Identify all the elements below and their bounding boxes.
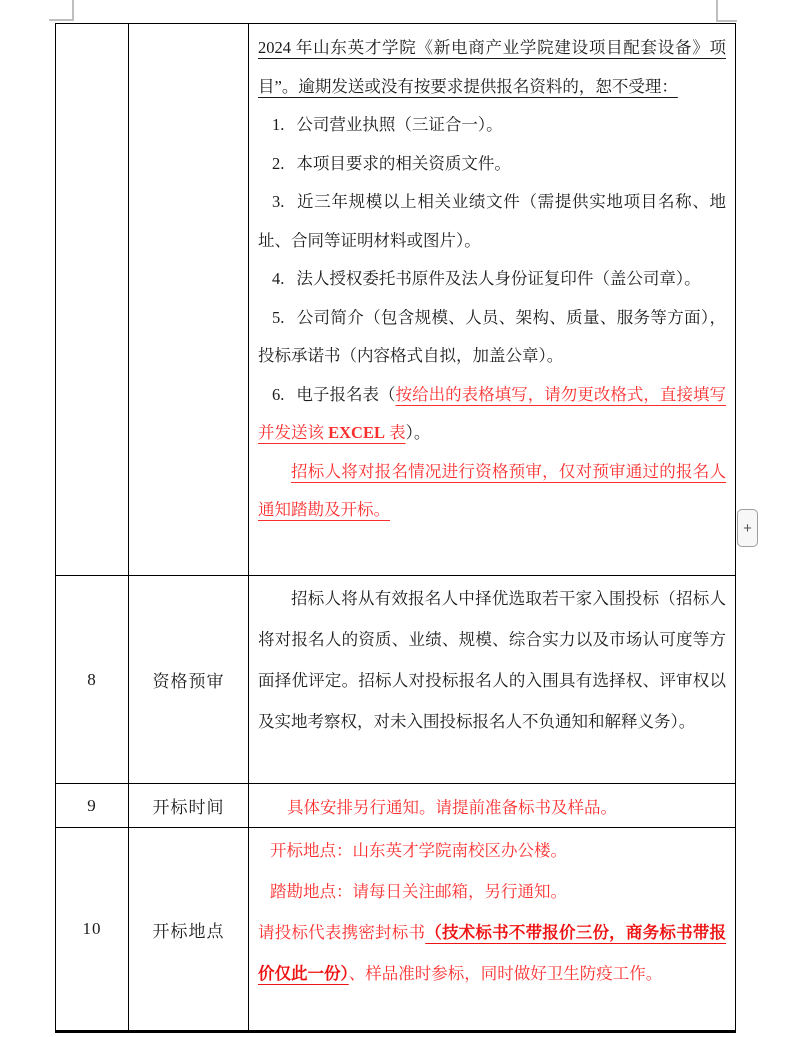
sealed-bid-emphasis: （技术标书不带报价三份，商务标书带报价仅此一份） [258, 923, 727, 983]
list-item-text: 公司营业执照（三证合一）。 [296, 115, 503, 134]
list-item-text: 电子报名表（ [296, 384, 396, 404]
plus-icon: + [743, 519, 752, 537]
list-item-6 [258, 376, 726, 453]
notice-paragraph-text: 2024 年山东英才学院《新电商产业学院建设项目配套设备》项目”。逾期发送或没有按要求提供报名资料的，恕不受理： [258, 38, 726, 96]
expand-plus-button[interactable] [737, 509, 758, 547]
bid-opening-time-cell [249, 784, 735, 828]
registration-notice-cell [249, 24, 735, 576]
row8-number-cell [56, 576, 129, 784]
list-item-5 [258, 299, 726, 376]
row-number: 9 [87, 795, 97, 815]
row9-label-cell [129, 784, 249, 828]
page-margin-mark-top-left [49, 0, 74, 21]
list-item-number: 6. [272, 384, 285, 404]
opening-location-text: 开标地点：山东英才学院南校区办公楼。 [270, 841, 567, 860]
row7-number-cell [56, 24, 129, 576]
opening-location-line [258, 830, 726, 871]
row9-number-cell [56, 784, 129, 828]
list-item-number: 1. [272, 115, 285, 134]
row10-label-cell [129, 828, 249, 1030]
list-item-number: 4. [272, 269, 285, 288]
row-label: 开标地点 [152, 921, 225, 941]
list-item-number: 2. [272, 153, 285, 173]
list-item-3 [258, 183, 726, 260]
list-item-number: 5. [272, 307, 285, 327]
list-item-text: 法人授权委托书原件及法人身份证复印件（盖公司章）。 [296, 269, 701, 288]
excel-form-instruction: 按给出的表格填写，请勿更改格式，直接填写并发送该 [258, 384, 727, 442]
qualification-review-text: 招标人将从有效报名人中择优选取若干家入围投标（招标人将对报名人的资质、业绩、规模、综合实力以及市场认可度等方面择优评定。招标人对投标报名人的入围具有选择权、评审权以及实地考察权，对未入围投标报名人不负通知和解释义务）。 [258, 589, 726, 731]
excel-form-instruction-tail: 表 [384, 423, 406, 442]
row7-label-cell [129, 24, 249, 576]
row8-label-cell [129, 576, 249, 784]
qualification-review-cell [249, 576, 735, 784]
list-item-text: 近三年规模以上相关业绩文件（需提供实地项目名称、地址、合同等证明材料或图片）。 [258, 192, 726, 250]
page-margin-mark-top-right [716, 0, 737, 22]
row-label: 开标时间 [152, 798, 225, 817]
list-item-4 [258, 260, 726, 299]
site-survey-line [258, 871, 726, 912]
list-item-text: 公司简介（包含规模、人员、架构、质量、服务等方面），投标承诺书（内容格式自拟，加盖公章）。 [258, 307, 726, 365]
site-survey-text: 踏勘地点：请每日关注邮箱，另行通知。 [270, 882, 567, 901]
list-item-number: 3. [272, 192, 285, 211]
excel-word: EXCEL [328, 423, 385, 442]
prequalification-note [258, 453, 726, 530]
sealed-bid-suffix: 、样品准时参标，同时做好卫生防疫工作。 [348, 964, 663, 983]
sealed-bid-prefix: 请投标代表携密封标书 [258, 923, 426, 942]
row-label: 资格预审 [152, 672, 225, 691]
list-item-1 [258, 106, 726, 145]
list-item-text: 本项目要求的相关资质文件。 [296, 153, 511, 173]
list-item-2 [258, 145, 726, 184]
bid-opening-location-cell [249, 828, 735, 1030]
tender-notice-table [55, 23, 736, 1033]
sealed-bid-line [258, 912, 726, 994]
bid-opening-time-text: 具体安排另行通知。请提前准备标书及样品。 [287, 797, 617, 817]
row10-number-cell [56, 828, 129, 1030]
row-number: 8 [87, 669, 97, 689]
row-number: 10 [82, 919, 102, 938]
list-item-text-close: ）。 [405, 423, 431, 442]
prequalification-note-text: 招标人将对报名情况进行资格预审，仅对预审通过的报名人通知踏勘及开标。 [258, 461, 726, 519]
notice-paragraph [258, 29, 726, 106]
